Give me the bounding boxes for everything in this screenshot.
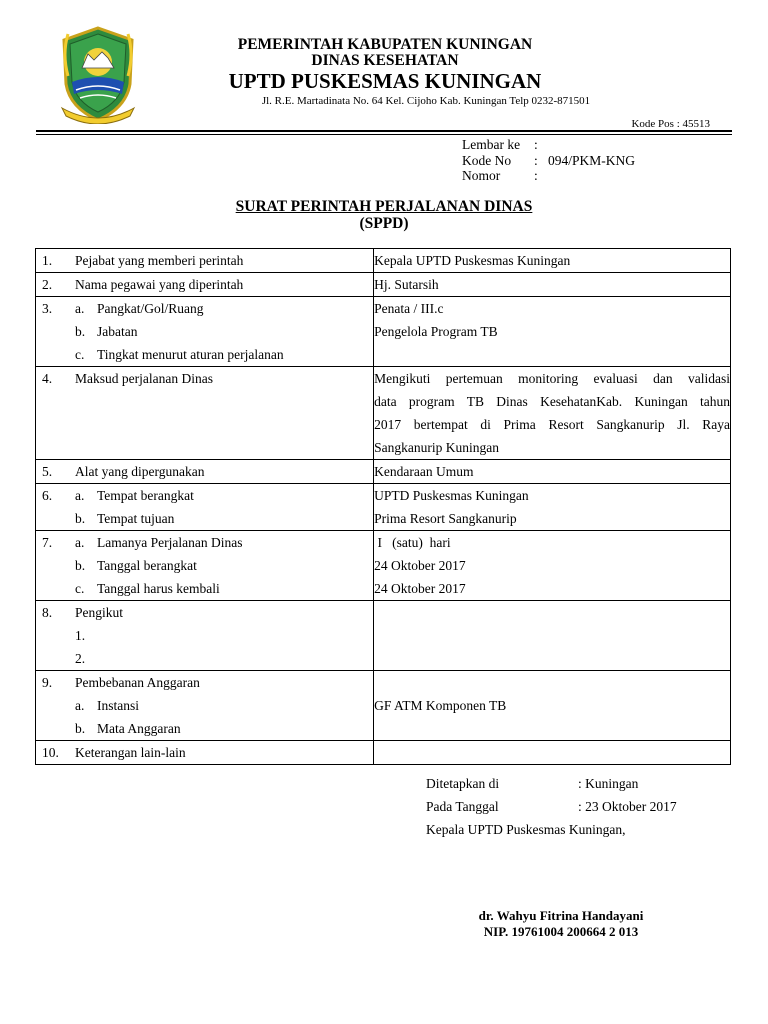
row-label: Keterangan lain-lain (75, 745, 186, 760)
sub-label: Instansi (97, 698, 139, 713)
signer-position: Kepala UPTD Puskesmas Kuningan, (426, 822, 626, 837)
sub-key: c. (75, 347, 85, 362)
meta-separator: : (534, 137, 538, 152)
meta-value: 094/PKM-KNG (548, 152, 636, 168)
row-left-cell (36, 601, 374, 671)
sub-label: Tempat berangkat (97, 488, 194, 503)
table-row (36, 671, 731, 741)
row-right-cell (374, 484, 731, 531)
row-number: 6. (42, 488, 53, 503)
row-left-cell (36, 531, 374, 601)
sub-key: a. (75, 301, 85, 316)
signer-nip: NIP. 19761004 200664 2 013 (483, 924, 639, 939)
sub-label: Tempat tujuan (97, 511, 175, 526)
tanggal-line (426, 799, 677, 815)
row-value: Hj. Sutarsih (374, 277, 439, 292)
sub-label: Tanggal berangkat (97, 558, 197, 573)
row-label: Pengikut (75, 605, 124, 620)
row-value (374, 671, 730, 694)
row-value: 24 Oktober 2017 (374, 558, 466, 573)
meta-row-nomor (462, 168, 635, 184)
table-row (36, 367, 731, 460)
sub-label: 2. (75, 651, 86, 666)
table-row (36, 741, 731, 765)
row-left-cell (36, 741, 374, 765)
row-left-cell (36, 671, 374, 741)
row-value: 24 Oktober 2017 (374, 581, 466, 596)
row-right-cell (374, 601, 731, 671)
header-divider-thin (36, 134, 732, 135)
table-row (36, 297, 731, 367)
meta-row-lembar (462, 137, 635, 153)
row-value: Sangkanurip Kuningan (374, 440, 499, 455)
row-label: Maksud perjalanan Dinas (75, 371, 213, 386)
row-right-cell (374, 671, 731, 741)
document-subtitle: (SPPD) (359, 215, 409, 232)
row-right-cell (374, 460, 731, 484)
sub-label: Mata Anggaran (97, 721, 181, 736)
row-right-cell (374, 531, 731, 601)
row-right-cell (374, 741, 731, 765)
row-right-cell (374, 297, 731, 367)
letter-meta (462, 137, 635, 184)
row-right-cell (374, 273, 731, 297)
row-label: Nama pegawai yang diperintah (75, 277, 244, 292)
meta-row-kode (462, 153, 635, 169)
header-government: PEMERINTAH KABUPATEN KUNINGAN (237, 36, 533, 53)
row-number: 10. (42, 745, 59, 760)
row-number: 8. (42, 605, 53, 620)
tanggal-value: : 23 Oktober 2017 (578, 799, 677, 814)
meta-separator: : (534, 152, 538, 168)
sub-key: a. (75, 488, 85, 503)
table-row (36, 601, 731, 671)
meta-label: Kode No (462, 152, 512, 168)
meta-value (548, 168, 635, 184)
row-number: 3. (42, 301, 53, 316)
row-left-cell (36, 484, 374, 531)
row-number: 7. (42, 535, 53, 550)
row-label: Alat yang dipergunakan (75, 464, 205, 479)
row-left-cell (36, 249, 374, 273)
row-right-cell (374, 367, 731, 460)
row-value (374, 717, 730, 740)
row-value: Kendaraan Umum (374, 464, 474, 479)
sub-label: Lamanya Perjalanan Dinas (97, 535, 243, 550)
signer-name: dr. Wahyu Fitrina Handayani (478, 908, 644, 923)
row-left-cell (36, 297, 374, 367)
sub-key: b. (75, 558, 86, 573)
row-left-cell (36, 273, 374, 297)
sub-label: Tanggal harus kembali (97, 581, 220, 596)
postal-code: Kode Pos : 45513 (631, 118, 710, 130)
row-value: Kepala UPTD Puskesmas Kuningan (374, 253, 571, 268)
sub-key: b. (75, 721, 86, 736)
meta-label: Lembar ke (462, 137, 521, 152)
header-address: Jl. R.E. Martadinata No. 64 Kel. Cijoho Kab. Kuningan Telp 0232-871501 (261, 95, 591, 107)
row-value: I (satu) hari (374, 535, 451, 550)
meta-separator: : (534, 168, 538, 183)
row-value: 2017 bertempat di Prima Resort Sangkanurip Jl. Raya (374, 417, 730, 432)
ditetapkan-label: Ditetapkan di (426, 776, 500, 791)
table-row (36, 484, 731, 531)
row-number: 5. (42, 464, 53, 479)
ditetapkan-value: : Kuningan (578, 776, 639, 791)
row-label: Pejabat yang memberi perintah (75, 253, 244, 268)
sub-key: c. (75, 581, 85, 596)
row-number: 2. (42, 277, 53, 292)
header-institution: UPTD PUSKESMAS KUNINGAN (228, 69, 542, 93)
ditetapkan-line (426, 776, 639, 792)
table-row (36, 460, 731, 484)
row-value: Prima Resort Sangkanurip (374, 511, 517, 526)
row-value: Pengelola Program TB (374, 324, 498, 339)
row-value (374, 343, 730, 366)
row-number: 4. (42, 371, 53, 386)
row-left-cell (36, 460, 374, 484)
header-department: DINAS KESEHATAN (311, 52, 459, 69)
sub-key: b. (75, 511, 86, 526)
tanggal-label: Pada Tanggal (426, 799, 499, 814)
row-number: 1. (42, 253, 53, 268)
sub-label: 1. (75, 628, 86, 643)
sub-key: a. (75, 535, 85, 550)
row-number: 9. (42, 675, 53, 690)
row-right-cell (374, 249, 731, 273)
sub-label: Jabatan (97, 324, 138, 339)
row-label: Pembebanan Anggaran (75, 675, 200, 690)
sppd-table (35, 248, 731, 765)
sub-label: Pangkat/Gol/Ruang (97, 301, 204, 316)
sub-key: a. (75, 698, 85, 713)
crest-logo-icon (58, 24, 138, 124)
table-row (36, 531, 731, 601)
sub-label: Tingkat menurut aturan perjalanan (97, 347, 284, 362)
row-value: Penata / III.c (374, 301, 444, 316)
table-row (36, 249, 731, 273)
row-left-cell (36, 367, 374, 460)
row-value: data program TB Dinas KesehatanKab. Kuningan tahun (374, 394, 730, 409)
meta-value (548, 137, 635, 153)
row-value: UPTD Puskesmas Kuningan (374, 488, 529, 503)
meta-label: Nomor (462, 168, 501, 183)
row-value: GF ATM Komponen TB (374, 698, 507, 713)
table-row (36, 273, 731, 297)
header-divider-thick (36, 130, 732, 132)
row-value: Mengikuti pertemuan monitoring evaluasi dan validasi (374, 371, 730, 386)
document-title: SURAT PERINTAH PERJALANAN DINAS (235, 198, 533, 215)
sub-key: b. (75, 324, 86, 339)
